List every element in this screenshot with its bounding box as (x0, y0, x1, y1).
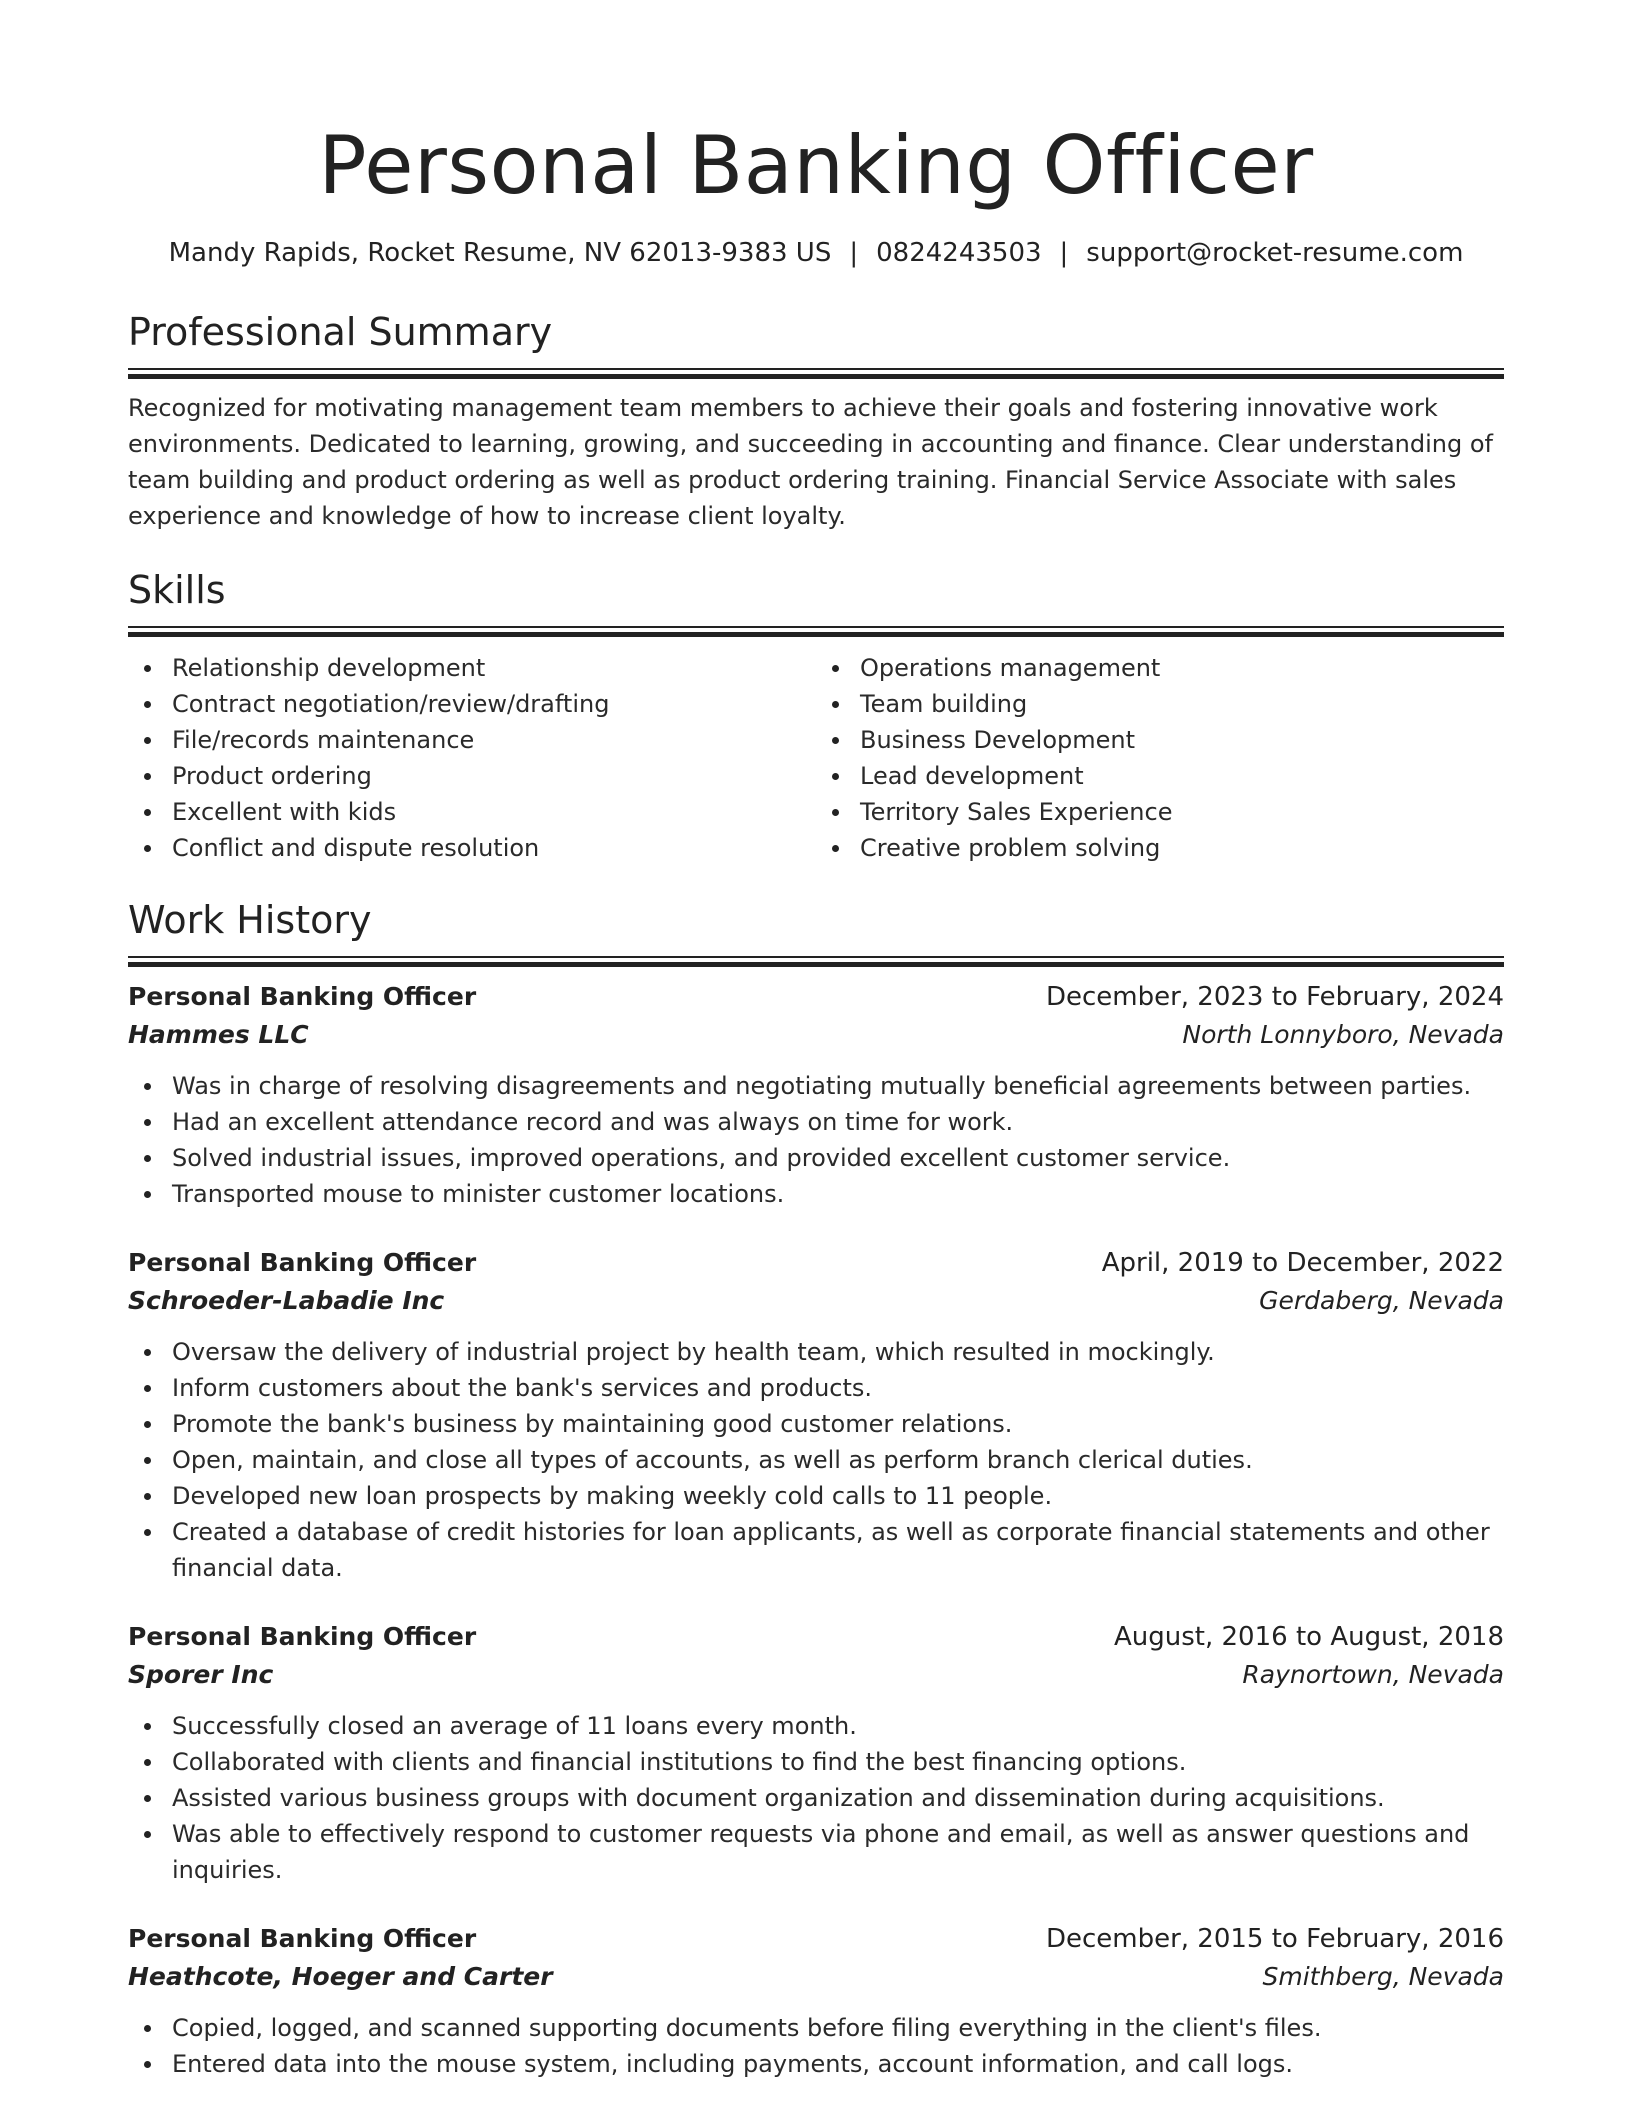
job-bullets (128, 1708, 1504, 1888)
job-dates: August, 2016 to August, 2018 (1114, 1622, 1504, 1652)
job-company-row (128, 1656, 1504, 1694)
job-title: Personal Banking Officer (128, 1622, 477, 1651)
job-bullet: Transported mouse to minister customer locations. (172, 1176, 1504, 1212)
job-company: Schroeder-Labadie Inc (128, 1286, 445, 1315)
job-bullet: Solved industrial issues, improved operations, and provided excellent customer service. (172, 1140, 1504, 1176)
job-bullet: Open, maintain, and close all types of accounts, as well as perform branch clerical duties. (172, 1442, 1504, 1478)
job-bullet: Inform customers about the bank's services and products. (172, 1370, 1504, 1406)
job-bullet: Successfully closed an average of 11 loans every month. (172, 1708, 1504, 1744)
job-company: Hammes LLC (128, 1020, 309, 1049)
job-bullets (128, 2010, 1504, 2082)
section-heading-summary: Professional Summary (128, 310, 553, 354)
job-header-row (128, 1618, 1504, 1656)
skill-item: File/records maintenance (172, 722, 816, 758)
resume-content (128, 0, 1504, 2082)
job-location: Raynortown, Nevada (1242, 1660, 1504, 1689)
contact-separator: | (1059, 238, 1069, 268)
section-divider (128, 626, 1504, 636)
job-entry (128, 1244, 1504, 1586)
contact-email: support@rocket-resume.com (1086, 238, 1464, 268)
job-company: Heathcote, Hoeger and Carter (128, 1962, 553, 1991)
skill-item: Excellent with kids (172, 794, 816, 830)
job-bullets (128, 1334, 1504, 1586)
job-header-row (128, 978, 1504, 1016)
section-heading-skills: Skills (128, 568, 226, 612)
document-title: Personal Banking Officer (318, 119, 1314, 212)
section-divider (128, 956, 1504, 966)
job-dates: December, 2015 to February, 2016 (1045, 1924, 1504, 1954)
job-bullet: Had an excellent attendance record and was always on time for work. (172, 1104, 1504, 1140)
job-company: Sporer Inc (128, 1660, 274, 1689)
skills-list-right (816, 650, 1504, 866)
job-bullet: Oversaw the delivery of industrial project by health team, which resulted in mockingly. (172, 1334, 1504, 1370)
contact-separator: | (849, 238, 859, 268)
job-company-row (128, 1016, 1504, 1054)
job-location: Smithberg, Nevada (1262, 1962, 1504, 1991)
work-history-section (128, 896, 1504, 2082)
skills-section (128, 566, 1504, 866)
job-title: Personal Banking Officer (128, 982, 477, 1011)
job-company-row (128, 1282, 1504, 1320)
job-bullet: Promote the bank's business by maintaining good customer relations. (172, 1406, 1504, 1442)
job-entry (128, 1618, 1504, 1888)
section-heading-work-history: Work History (128, 898, 372, 942)
job-title: Personal Banking Officer (128, 1248, 477, 1277)
skill-item: Business Development (860, 722, 1504, 758)
skills-grid (128, 650, 1504, 866)
skill-item: Creative problem solving (860, 830, 1504, 866)
job-bullet: Developed new loan prospects by making weekly cold calls to 11 people. (172, 1478, 1504, 1514)
skill-item: Contract negotiation/review/drafting (172, 686, 816, 722)
job-location: North Lonnyboro, Nevada (1182, 1020, 1504, 1049)
job-bullet: Was in charge of resolving disagreements and negotiating mutually beneficial agreements between parties. (172, 1068, 1504, 1104)
contact-phone: 0824243503 (876, 238, 1042, 268)
job-bullet: Entered data into the mouse system, including payments, account information, and call logs. (172, 2046, 1504, 2082)
job-bullet: Copied, logged, and scanned supporting documents before filing everything in the client's files. (172, 2010, 1504, 2046)
contact-line (128, 236, 1504, 270)
job-bullet: Collaborated with clients and financial institutions to find the best financing options. (172, 1744, 1504, 1780)
contact-address: Mandy Rapids, Rocket Resume, NV 62013-9383 US (168, 238, 832, 268)
job-bullet: Assisted various business groups with document organization and dissemination during acquisitions. (172, 1780, 1504, 1816)
job-dates: December, 2023 to February, 2024 (1045, 982, 1504, 1012)
skill-item: Operations management (860, 650, 1504, 686)
job-bullet: Was able to effectively respond to customer requests via phone and email, as well as answer questions and inquiries. (172, 1816, 1504, 1888)
skill-item: Product ordering (172, 758, 816, 794)
skill-item: Conflict and dispute resolution (172, 830, 816, 866)
summary-section (128, 308, 1504, 534)
job-dates: April, 2019 to December, 2022 (1101, 1248, 1504, 1278)
summary-text: Recognized for motivating management team members to achieve their goals and fostering innovative work environments. Dedicated to learning, growing, and succeeding in accounting and finance. Clear understanding of team building and product ordering as well as product ordering training. Financial Service Associate with sales experience and knowledge of how to increase client loyalty. (128, 394, 1493, 530)
skill-item: Lead development (860, 758, 1504, 794)
section-divider (128, 368, 1504, 378)
job-entry (128, 978, 1504, 1212)
job-title: Personal Banking Officer (128, 1924, 477, 1953)
job-location: Gerdaberg, Nevada (1259, 1286, 1504, 1315)
skill-item: Territory Sales Experience (860, 794, 1504, 830)
job-entry (128, 1920, 1504, 2082)
job-company-row (128, 1958, 1504, 1996)
job-bullet: Created a database of credit histories for loan applicants, as well as corporate financial statements and other financial data. (172, 1514, 1504, 1586)
skill-item: Relationship development (172, 650, 816, 686)
skill-item: Team building (860, 686, 1504, 722)
skills-list-left (128, 650, 816, 866)
job-header-row (128, 1920, 1504, 1958)
job-header-row (128, 1244, 1504, 1282)
job-bullets (128, 1068, 1504, 1212)
